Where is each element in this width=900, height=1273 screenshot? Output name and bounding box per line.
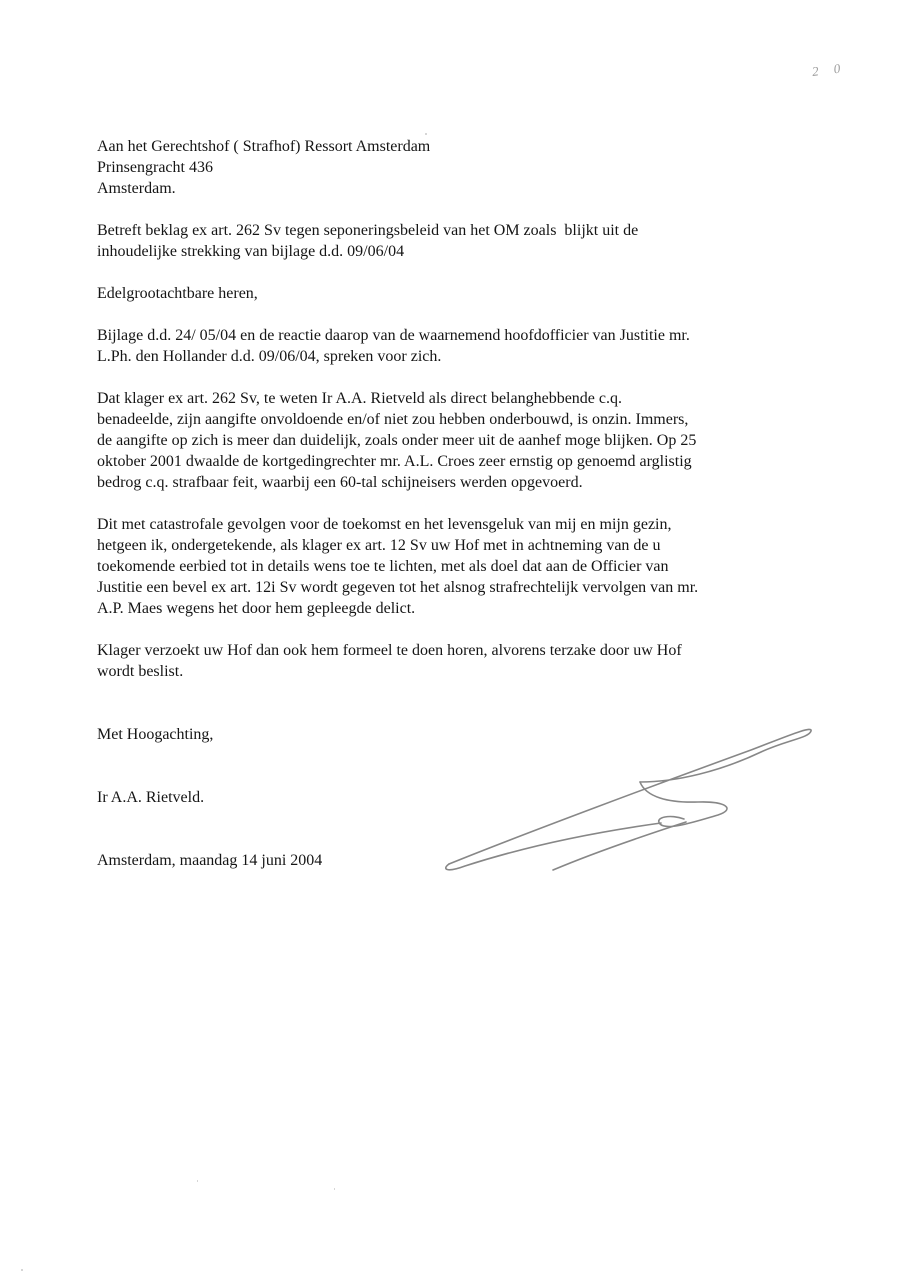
paragraph-line: Dit met catastrofale gevolgen voor de toekomst en het levensgeluk van mij en mijn gezin, — [97, 516, 672, 533]
paragraph-line: wordt beslist. — [97, 663, 184, 680]
signer-line: Ir A.A. Rietveld. — [97, 789, 205, 806]
recipient-line: Aan het Gerechtshof ( Strafhof) Ressort Amsterdam — [97, 138, 431, 155]
subject-text-line: inhoudelijke strekking van bijlage d.d. 09/06/04 — [97, 243, 405, 260]
salutation — [97, 283, 807, 304]
subject-text-line: Betreft beklag ex art. 262 Sv tegen seponeringsbeleid van het OM zoals blijkt uit de — [97, 222, 639, 239]
handwritten-page-number: 2 0 — [811, 59, 847, 80]
scan-speck — [197, 1180, 198, 1182]
paragraph-line: oktober 2001 dwaalde de kortgedingrechter mr. A.L. Croes zeer ernstig op genoemd arglistig — [97, 453, 692, 470]
paragraph-line: Justitie een bevel ex art. 12i Sv wordt gegeven tot het alsnog strafrechtelijk vervolgen van mr. — [97, 579, 699, 596]
paragraph-line: toekomende eerbied tot in details wens toe te lichten, met als doel dat aan de Officier van — [97, 558, 669, 575]
paragraph-line: Bijlage d.d. 24/ 05/04 en de reactie daarop van de waarnemend hoofdofficier van Justitie mr. — [97, 327, 690, 344]
recipient-line: Prinsengracht 436 — [97, 159, 213, 176]
paragraph-line: de aangifte op zich is meer dan duidelijk, zoals onder meer uit de aanhef moge blijken. Op 25 — [97, 432, 697, 449]
scan-speck — [425, 133, 427, 135]
date-line: Amsterdam, maandag 14 juni 2004 — [97, 852, 323, 869]
subject-line — [97, 220, 807, 262]
paragraph-line: L.Ph. den Hollander d.d. 09/06/04, spreken voor zich. — [97, 348, 442, 365]
paragraph-line: Klager verzoekt uw Hof dan ook hem formeel te doen horen, alvorens terzake door uw Hof — [97, 642, 682, 659]
paragraph-line: A.P. Maes wegens het door hem gepleegde delict. — [97, 600, 416, 617]
paragraph-line: hetgeen ik, ondergetekende, als klager ex art. 12 Sv uw Hof met in achtneming van de u — [97, 537, 661, 554]
scan-speck — [334, 1188, 335, 1190]
handwritten-signature — [433, 718, 833, 883]
paragraph-4 — [97, 640, 807, 682]
paragraph-line: bedrog c.q. strafbaar feit, waarbij een 60-tal schijneisers werden opgevoerd. — [97, 474, 583, 491]
paragraph-line: benadeelde, zijn aangifte onvoldoende en/of niet zou hebben onderbouwd, is onzin. Immers, — [97, 411, 689, 428]
recipient-line: Amsterdam. — [97, 180, 176, 197]
salutation-line: Edelgrootachtbare heren, — [97, 285, 258, 302]
paragraph-2 — [97, 388, 807, 493]
scan-speck — [21, 1269, 23, 1271]
paragraph-line: Dat klager ex art. 262 Sv, te weten Ir A.A. Rietveld als direct belanghebbende c.q. — [97, 390, 623, 407]
recipient-address — [97, 136, 807, 199]
closing-line: Met Hoogachting, — [97, 726, 214, 743]
paragraph-3 — [97, 514, 807, 619]
paragraph-1 — [97, 325, 807, 367]
